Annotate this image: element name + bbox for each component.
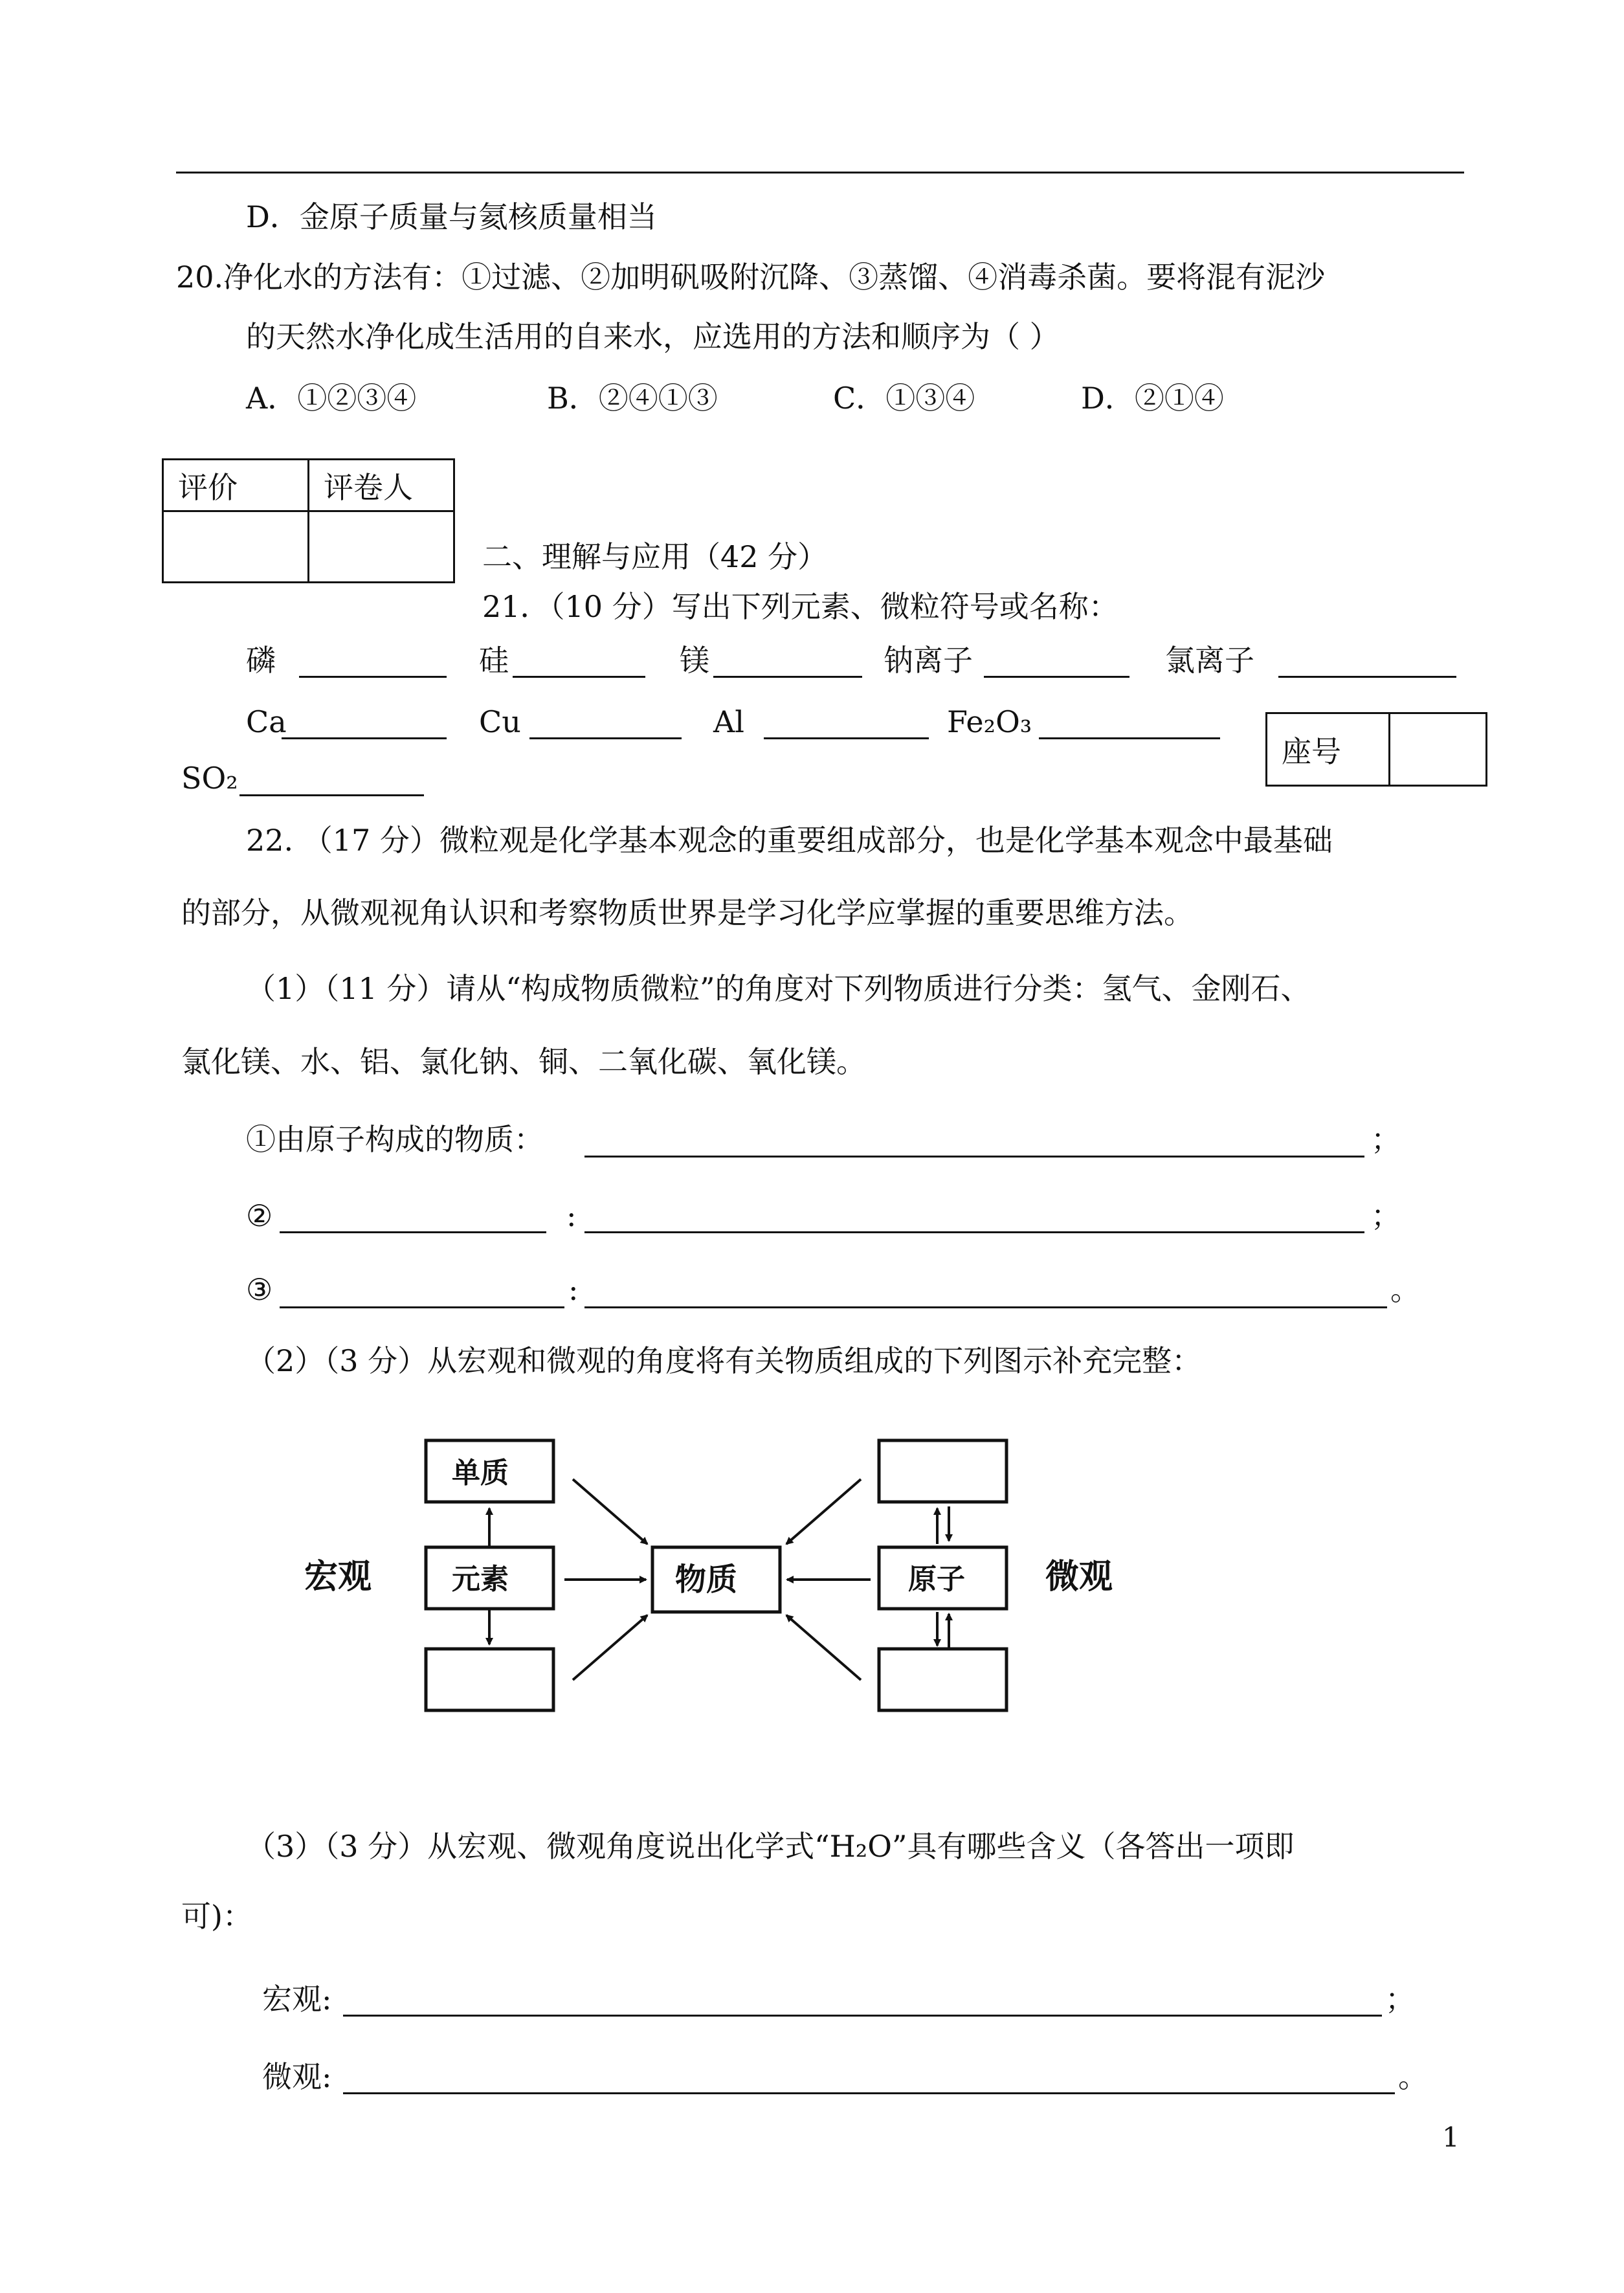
macro-answer-label: 宏观: (262, 1982, 332, 2017)
diagram-arrow-simple-to-substance (573, 1479, 647, 1544)
seat-number-label: 座号 (1267, 713, 1390, 786)
diagram-macro-label: 宏观 (304, 1558, 372, 1596)
q22-item2-label: ② (246, 1198, 273, 1233)
q22-part1-line1: （1）（11 分）请从“构成物质微粒”的角度对下列物质进行分类：氢气、金刚石、 (246, 971, 1311, 1006)
macro-answer-semicolon: ； (1385, 1982, 1415, 2017)
diagram-text-substance: 物质 (675, 1561, 738, 1598)
q22-item3-colon: : (568, 1272, 579, 1307)
q22-item3-label: ③ (246, 1272, 273, 1307)
q22-part1-line2: 氯化镁、水、铝、氯化钠、铜、二氧化碳、氧化镁。 (181, 1044, 866, 1079)
header-rule (176, 172, 1464, 173)
q21-label-fe2o3: Fe₂O₃ (947, 704, 1032, 739)
q21-label-chloride-ion: 氯离子 (1165, 643, 1254, 678)
diagram-box-molecule-blank[interactable] (879, 1440, 1007, 1502)
q22-item3-period: 。 (1390, 1272, 1420, 1307)
grader-table-header-score: 评价 (163, 460, 309, 511)
q21-label-ca: Ca (246, 704, 287, 739)
macro-answer-blank[interactable] (343, 1989, 1382, 2017)
q20-option-b: B．②④①③ (547, 381, 718, 416)
grader-table-header-grader: 评卷人 (309, 460, 454, 511)
diagram-arrow-ion-to-substance (786, 1615, 861, 1680)
grader-table (162, 458, 455, 583)
diagram-text-simple-substance: 单质 (452, 1457, 509, 1490)
diagram-box-compound-blank[interactable] (426, 1649, 553, 1710)
q22-item1-semicolon: ； (1371, 1122, 1401, 1157)
q21-label-so2: SO₂ (181, 761, 238, 796)
q21-blank-so2[interactable] (239, 768, 424, 796)
q22-item2-colon: : (566, 1198, 577, 1233)
q20-option-d: D．②①④ (1081, 381, 1224, 416)
q21-blank-chloride-ion[interactable] (1278, 650, 1456, 678)
q22-item1-answer-blank[interactable] (584, 1130, 1364, 1158)
q22-part2-stem: （2）（3 分）从宏观和微观的角度将有关物质组成的下列图示补充完整： (246, 1343, 1202, 1378)
q22-item3-category-blank[interactable] (280, 1281, 564, 1308)
q21-label-cu: Cu (479, 704, 521, 739)
micro-answer-label: 微观: (262, 2059, 332, 2094)
q22-stem-line2: 的部分，从微观视角认识和考察物质世界是学习化学应掌握的重要思维方法。 (181, 895, 1194, 930)
q22-item3-answer-blank[interactable] (584, 1281, 1387, 1308)
q19-option-d: D．金原子质量与氦核质量相当 (246, 199, 657, 234)
diagram-arrow-compound-to-substance (573, 1615, 647, 1680)
q21-blank-cu[interactable] (529, 711, 682, 739)
q22-item2-semicolon: ； (1371, 1198, 1401, 1233)
page-number: 1 (1442, 2121, 1460, 2153)
q22-item2-category-blank[interactable] (280, 1205, 546, 1233)
q21-stem: 21．（10 分）写出下列元素、微粒符号或名称： (482, 589, 1118, 624)
q22-stem-line1: 22. （17 分）微粒观是化学基本观念的重要组成部分，也是化学基本观念中最基础 (246, 823, 1333, 858)
q22-item2-answer-blank[interactable] (584, 1205, 1364, 1233)
diagram-text-element: 元素 (452, 1563, 509, 1596)
q21-blank-al[interactable] (764, 711, 929, 739)
q21-blank-ca[interactable] (282, 711, 447, 739)
micro-answer-period: 。 (1398, 2059, 1428, 2094)
q20-stem-line2: 的天然水净化成生活用的自来水，应选用的方法和顺序为（ ） (246, 319, 1060, 354)
micro-answer-blank[interactable] (343, 2066, 1395, 2094)
section-title: 二、理解与应用（42 分） (482, 539, 828, 574)
q21-label-magnesium: 镁 (680, 643, 709, 678)
q21-label-silicon: 硅 (479, 643, 509, 678)
q22-part3-line2: 可)： (181, 1899, 252, 1934)
composition-diagram (285, 1418, 1139, 1722)
q21-blank-sodium-ion[interactable] (984, 650, 1129, 678)
q21-blank-magnesium[interactable] (713, 650, 862, 678)
q22-part3-line1: （3）（3 分）从宏观、微观角度说出化学式“H₂O”具有哪些含义（各答出一项即 (246, 1829, 1295, 1864)
diagram-arrow-molecule-to-substance (786, 1479, 861, 1544)
q21-label-phosphorus: 磷 (246, 643, 276, 678)
diagram-micro-label: 微观 (1045, 1558, 1113, 1596)
q21-blank-phosphorus[interactable] (299, 650, 447, 678)
q21-label-sodium-ion: 钠离子 (884, 643, 973, 678)
q20-stem-line1: 20.净化水的方法有：①过滤、②加明矾吸附沉降、③蒸馏、④消毒杀菌。要将混有泥沙 (176, 260, 1326, 295)
q20-option-a: A．①②③④ (246, 381, 417, 416)
seat-number-cell[interactable] (1390, 713, 1487, 786)
q20-option-c: C．①③④ (833, 381, 975, 416)
diagram-box-ion-blank[interactable] (879, 1649, 1007, 1710)
q21-blank-silicon[interactable] (513, 650, 645, 678)
q22-item1-label: ①由原子构成的物质： (246, 1122, 544, 1157)
seat-number-box (1265, 712, 1487, 787)
grader-table-grader-cell[interactable] (309, 511, 454, 583)
diagram-text-atom: 原子 (908, 1563, 965, 1596)
q21-blank-fe2o3[interactable] (1039, 711, 1220, 739)
q21-label-al: Al (713, 704, 744, 739)
grader-table-score-cell[interactable] (163, 511, 309, 583)
